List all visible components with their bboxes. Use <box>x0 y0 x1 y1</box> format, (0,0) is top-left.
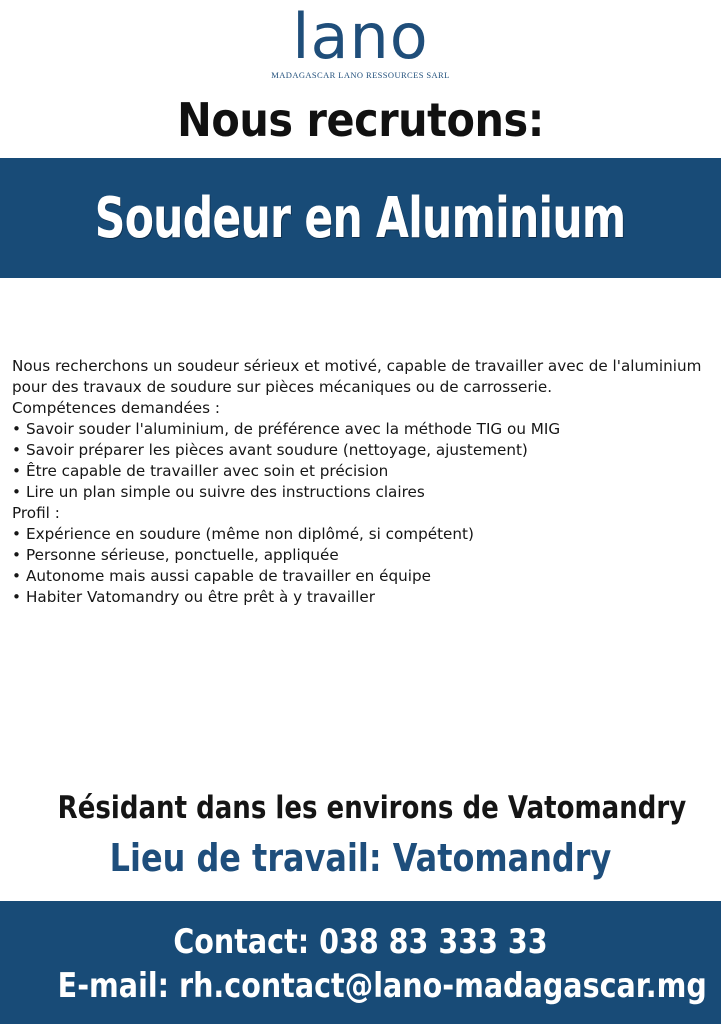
competences-list <box>12 419 712 503</box>
profil-list <box>12 524 712 608</box>
list-item: • Lire un plan simple ou suivre des instructions claires <box>12 483 425 501</box>
list-item: • Savoir préparer les pièces avant soudure (nettoyage, ajustement) <box>12 441 528 459</box>
residence-requirement: Résidant dans les environs de Vatomandry <box>57 790 687 826</box>
job-description <box>12 356 712 608</box>
list-item: • Personne sérieuse, ponctuelle, appliquée <box>12 546 339 564</box>
headline: Nous recrutons: <box>177 93 544 147</box>
list-item: • Expérience en soudure (même non diplômé, si compétent) <box>12 525 474 543</box>
work-location: Lieu de travail: Vatomandry <box>109 836 612 880</box>
list-item: • Habiter Vatomandry ou être prêt à y travailler <box>12 588 375 606</box>
list-item: • Savoir souder l'aluminium, de préférence avec la méthode TIG ou MIG <box>12 420 561 438</box>
competences-heading: Compétences demandées : <box>12 399 220 417</box>
job-title: Soudeur en Aluminium <box>95 185 626 251</box>
company-logo <box>0 0 721 80</box>
logo-wordmark: lano <box>292 0 429 73</box>
list-item: • Être capable de travailler avec soin et précision <box>12 462 389 480</box>
logo-company-name: MADAGASCAR LANO RESSOURCES SARL <box>271 70 450 80</box>
list-item: • Autonome mais aussi capable de travailler en équipe <box>12 567 431 585</box>
intro-paragraph: Nous recherchons un soudeur sérieux et motivé, capable de travailler avec de l'aluminium pour des travaux de soudure sur pièces mécaniques ou de carrosserie. <box>12 357 702 396</box>
contact-phone: Contact: 038 83 333 33 <box>173 922 548 962</box>
job-title-banner <box>0 158 721 278</box>
profil-heading: Profil : <box>12 504 60 522</box>
contact-banner <box>0 901 721 1024</box>
contact-email: E-mail: rh.contact@lano-madagascar.mg <box>57 966 707 1006</box>
